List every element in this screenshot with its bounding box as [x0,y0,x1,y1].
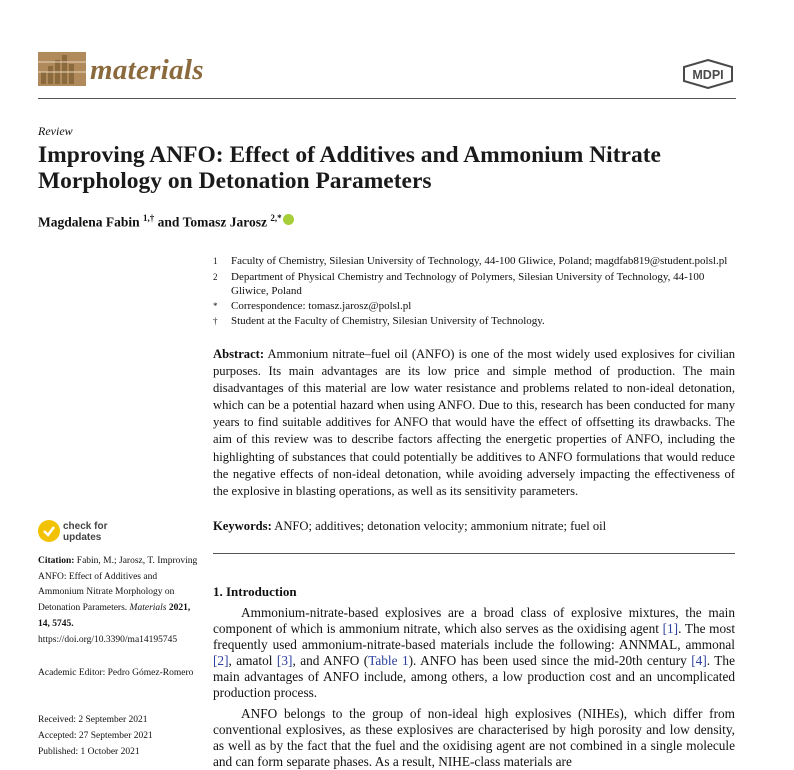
updates-line2: updates [63,532,102,543]
author-superscript: 1,† [143,213,155,223]
citation-journal: Materials [129,603,167,614]
affiliation-text: Faculty of Chemistry, Silesian University of Technology, 44-100 Gliwice, Poland; magdfab819@student.polsl.pl [231,255,728,267]
citation-doi-link[interactable]: https://doi.org/10.3390/ma14195745 [38,634,178,645]
citation-text: Fabin, M.; Jarosz, T. Improving ANFO: Effect of Additives and Ammonium Nitrate Morphology on Detonation Parameters. [38,556,198,614]
paragraph-text: , and ANFO ( [292,653,369,668]
citation-link[interactable]: [2] [213,653,229,668]
published-date: Published: 1 October 2021 [38,747,140,757]
citation-link[interactable]: [3] [276,653,293,668]
abstract-text: Ammonium nitrate–fuel oil (ANFO) is one of the most widely used explosives for civilian purposes. Its main advantages are its low price and simple method of production. The main disadvantages of this material are low water resistance and problems related to non-ideal detonation, which can be a potential hazard when using ANFO. Due to this, research has been conducted for many years to find suitable additives for ANFO that would have the effect of offsetting its drawbacks. The aim of this review was to describe factors affecting the energetic properties of ANFO, including the highlighting of substances that could potentially be additives to ANFO formulations that would reduce the negative effects of non-ideal detonation, while avoiding adversely impacting the effectiveness of the explosive in blasting operations, as well as its sensitivity parameters. [213,347,735,498]
author-list [38,213,294,231]
author-superscript: 2,* [270,213,282,223]
accepted-date: Accepted: 27 September 2021 [38,731,153,741]
article-type: Review [38,124,73,138]
editor-name: Pedro Gómez-Romero [107,668,194,678]
journal-name[interactable]: materials [90,54,204,86]
publisher-name: MDPI [692,68,724,82]
check-icon [38,520,60,542]
affiliation-marker: 2 [213,272,218,282]
abstract-label: Abstract: [213,347,265,361]
abstract [213,346,735,500]
keywords [213,518,735,535]
paragraph-text: ). ANFO has been used since the mid-20th century [408,653,687,668]
author-joiner: and [157,214,180,230]
keywords-label: Keywords: [213,519,272,533]
citation-link[interactable]: [4] [691,653,707,668]
editor-label: Academic Editor: [38,668,106,678]
citation-issue: 2021, 14, 5745. [38,603,191,629]
received-date: Received: 2 September 2021 [38,715,148,725]
citation-block [38,554,203,648]
paragraph-text: , amatol [228,653,273,668]
abstract-divider [213,553,735,554]
author-name[interactable]: Tomasz Jarosz [182,214,267,230]
academic-editor [38,666,203,682]
affiliation-text: Department of Physical Chemistry and Technology of Polymers, Silesian University of Technology, 44-100 Gliwice, Poland [231,271,705,297]
paragraph-text: . The main advantages of ANFO include, among others, a low production cost and an uncomplicated production process. [213,653,735,700]
affiliation-text: Student at the Faculty of Chemistry, Silesian University of Technology. [231,315,545,327]
mdpi-logo[interactable] [682,59,734,89]
citation-label: Citation: [38,556,75,566]
paragraph-text: Ammonium-nitrate-based explosives are a broad class of explosive mixtures, the main component of which is ammonium nitrate, which also serves as the oxidising agent [213,605,735,636]
keywords-text: ANFO; additives; detonation velocity; ammonium nitrate; fuel oil [274,519,607,533]
header-divider [38,98,736,99]
table-link[interactable]: Table 1 [368,653,409,668]
intro-paragraph-1 [213,605,735,701]
section-heading: 1. Introduction [213,584,297,599]
citation-link[interactable]: [1] [662,621,679,636]
orcid-icon[interactable] [283,214,294,225]
paragraph-text: . The most frequently used ammonium-nitrate-based materials include the following: ANNMAL, ammonal [213,621,736,652]
author-name[interactable]: Magdalena Fabin [38,214,140,230]
updates-line1: check for [63,521,108,532]
affiliation-marker: 1 [213,256,218,266]
affiliation-marker: † [213,316,218,326]
affiliation-text[interactable]: Correspondence: tomasz.jarosz@polsl.pl [231,300,412,312]
journal-logo [38,46,88,86]
article-title: Improving ANFO: Effect of Additives and Ammonium Nitrate Morphology on Detonation Parameters [38,142,661,194]
affiliation-marker: * [213,301,218,311]
intro-paragraph-2: ANFO belongs to the group of non-ideal high explosives (NIHEs), which differ from conventional explosives, as these explosives are characterised by high porosity and low density, as well as by the fact that the fuel and the oxidising agent are not combined in a single molecule and can form separate phases. As a result, NIHE-class materials are [213,706,735,769]
